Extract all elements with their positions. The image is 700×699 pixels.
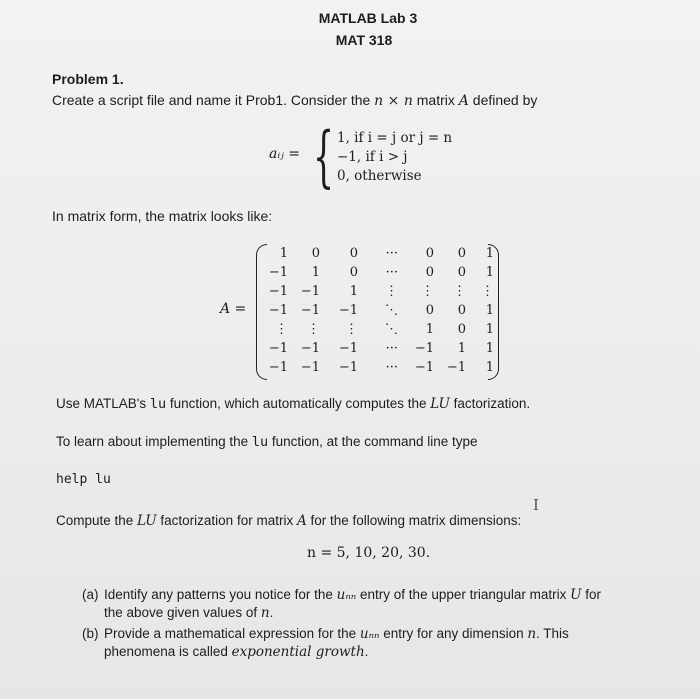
problem-intro [52,92,537,109]
part-b-emphasis: exponential growth [231,644,365,660]
matrix-cell: ⋱ [385,303,398,318]
part-a-after: for [581,587,602,602]
intro-times: × [383,93,404,109]
matrix-cell: −1 [338,303,358,318]
part-b-line2 [82,643,672,661]
use-before: Use MATLAB's [56,396,150,411]
matrix-cell: 1 [485,265,494,280]
part-a [82,586,672,622]
learn-after: function, at the command line type [268,434,478,449]
matrix-cell: −1 [300,360,320,375]
part-a-mid: entry of the upper triangular matrix [356,587,571,602]
matrix-cell: −1 [446,360,466,375]
matrix-cell: ··· [385,341,398,356]
matrix-A [220,244,520,382]
use-after: factorization. [449,396,531,411]
matrix-form-text: In matrix form, the matrix looks like: [52,208,273,224]
matrix-cell: 0 [311,246,320,261]
matrix-cell: ··· [385,360,398,375]
matrix-cell: −1 [338,341,358,356]
part-a-U: U [570,587,582,603]
part-a-period: . [269,605,274,620]
matrix-cell: ··· [385,246,398,261]
intro-text: Create a script file and name it Prob1. Consider the [52,92,375,108]
compute-text [56,513,521,529]
matrix-cell: 1 [457,341,466,356]
matrix-cell: 1 [279,246,288,261]
use-matlab-text [56,396,530,412]
matrix-cell: 1 [349,284,358,299]
use-LU: LU [430,396,450,412]
intro-n1: n [374,93,384,109]
part-b-unn: uₙₙ [359,626,380,642]
intro-after: defined by [468,92,538,108]
matrix-cell: ⋮ [307,322,320,337]
case-3: 0, otherwise [337,168,422,184]
matrix-cell: 0 [349,265,358,280]
matrix-cell: ⋱ [385,322,398,337]
part-a-line2 [82,604,672,622]
matrix-label: A = [220,301,247,317]
definition-cases [337,129,452,186]
course-code: MAT 318 [335,32,393,48]
use-mid: function, which automatically computes the [166,396,431,411]
part-b-n: n [527,626,537,642]
lu-code: lu [251,434,269,450]
matrix-cell: ⋮ [345,322,358,337]
n-values: n = 5, 10, 20, 30. [307,545,431,561]
matrix-cell: 0 [349,246,358,261]
part-a-unn: uₙₙ [336,587,357,603]
matrix-cell: 0 [457,246,466,261]
part-b-mid: entry for any dimension [379,626,528,641]
matrix-cell: 0 [457,322,466,337]
part-b-after: . This [536,626,569,641]
part-a-n: n [260,605,270,621]
matrix-cell: ⋮ [385,284,398,299]
matrix-cell: ⋮ [481,284,494,299]
part-b [82,625,672,661]
compute-LU: LU [137,513,157,529]
matrix-cell: ⋮ [275,322,288,337]
intro-n2: n [403,93,413,109]
learn-before: To learn about implementing the [56,434,252,449]
problem-heading: Problem 1. [52,71,124,87]
matrix-cell: 1 [485,341,494,356]
part-b-label: (b) [82,626,99,641]
matrix-cell: −1 [268,284,288,299]
matrix-cell: −1 [414,341,434,356]
part-b-period: . [364,644,369,659]
matrix-cell: 0 [425,265,434,280]
document-title: MATLAB Lab 3 [318,10,418,26]
matrix-cell: 1 [485,303,494,318]
matrix-cell: −1 [268,265,288,280]
matrix-cell: 1 [485,322,494,337]
learn-text [56,434,478,450]
matrix-cell: 0 [457,265,466,280]
intro-mid: matrix [412,92,459,108]
case-1: 1, if i = j or j = n [337,130,453,146]
matrix-cell: 1 [485,360,494,375]
matrix-cell: −1 [268,303,288,318]
matrix-cell: −1 [268,341,288,356]
matrix-cell: −1 [300,284,320,299]
matrix-cell: 1 [311,265,320,280]
matrix-cell: ··· [385,265,398,280]
part-b-line2-text: phenomena is called [104,644,232,659]
matrix-cell: −1 [300,341,320,356]
part-a-line2-text: the above given values of [104,605,261,620]
matrix-cell: ⋮ [421,284,434,299]
piecewise-definition [255,118,495,195]
text-cursor-icon: I [533,496,539,514]
matrix-cell: ⋮ [453,284,466,299]
matrix-cell: −1 [338,360,358,375]
matrix-cell: 1 [485,246,494,261]
compute-before: Compute the [56,513,138,528]
part-b-text: Provide a mathematical expression for the [104,626,360,641]
case-2: −1, if i > j [337,149,408,165]
intro-A: A [458,93,469,109]
part-a-text: Identify any patterns you notice for the [104,587,337,602]
matrix-cell: 0 [425,246,434,261]
help-command: help lu [56,472,111,487]
definition-lhs: aᵢⱼ = [269,146,301,162]
matrix-cell: −1 [268,360,288,375]
compute-mid: factorization for matrix [156,513,297,528]
left-brace: { [313,118,334,195]
matrix-cell: 1 [425,322,434,337]
matrix-cell: −1 [300,303,320,318]
compute-after: for the following matrix dimensions: [306,513,522,528]
compute-A: A [296,513,307,529]
matrix-cell: 0 [425,303,434,318]
part-a-label: (a) [82,587,99,602]
matrix-cell: 0 [457,303,466,318]
lu-code: lu [149,396,167,412]
matrix-cell: −1 [414,360,434,375]
